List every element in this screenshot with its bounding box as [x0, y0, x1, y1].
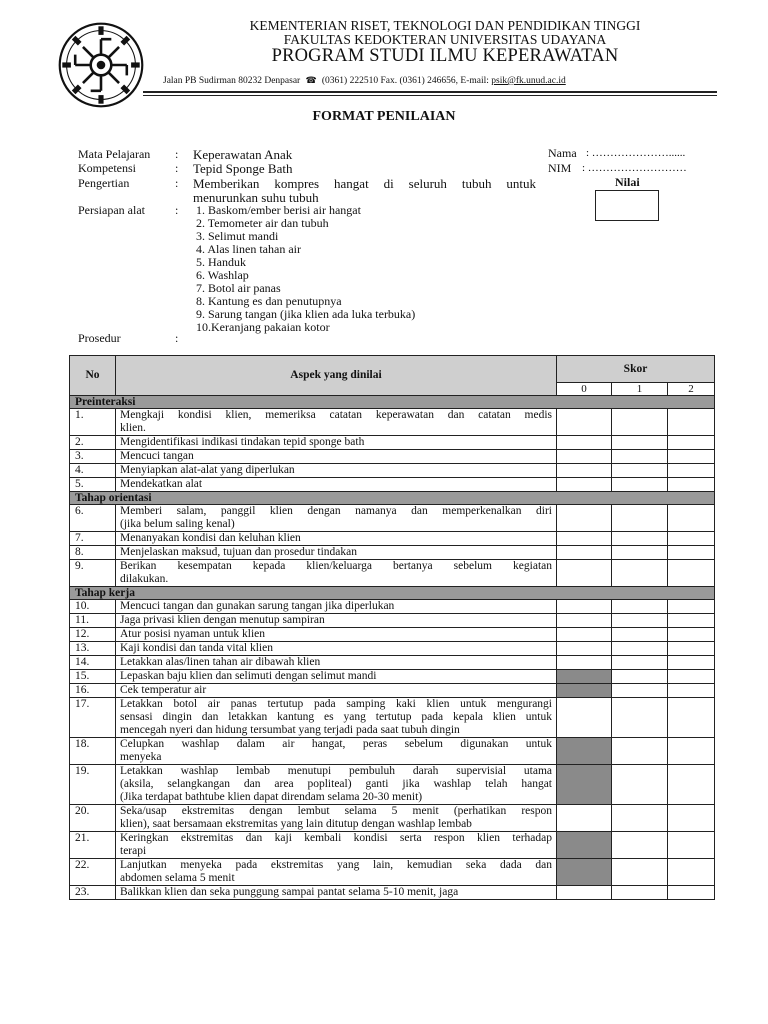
- aspect-line: (Jika terdapat bathtube klien dapat direndam selama 20-30 menit): [120, 791, 423, 803]
- pengertian-value-line1: Memberikan kompres hangat di seluruh tubuh untuk: [193, 176, 536, 191]
- row-aspect: [116, 478, 557, 492]
- skor-0-header: 0: [557, 383, 612, 396]
- section-row: [70, 396, 715, 409]
- score-cell-0[interactable]: [557, 409, 612, 436]
- score-cell-2[interactable]: [668, 832, 715, 859]
- score-cell-1[interactable]: [612, 859, 668, 886]
- aspect-line: Balikkan klien dan seka punggung sampai pantat selama 5-10 menit, jaga: [120, 886, 459, 898]
- score-cell-0: [557, 670, 612, 684]
- row-aspect: [116, 450, 557, 464]
- table-row: [70, 614, 715, 628]
- aspect-line: Mencuci tangan dan gunakan sarung tangan jika diperlukan: [120, 600, 395, 612]
- score-cell-2[interactable]: [668, 805, 715, 832]
- mata-pelajaran-label: Mata Pelajaran: [78, 147, 151, 161]
- aspect-line: Memberi salam, panggil klien dengan namanya dan memperkenalkan diri: [120, 505, 552, 517]
- row-aspect: [116, 560, 557, 587]
- faculty-name: FAKULTAS KEDOKTERAN UNIVERSITAS UDAYANA: [283, 32, 607, 47]
- email-label: E-mail:: [460, 76, 489, 86]
- table-row: [70, 642, 715, 656]
- score-cell-2[interactable]: [668, 478, 715, 492]
- list-item: 5. Handuk: [196, 255, 246, 269]
- score-cell-0[interactable]: [557, 546, 612, 560]
- kompetensi-value: Tepid Sponge Bath: [193, 161, 293, 176]
- row-aspect: [116, 628, 557, 642]
- aspect-line: Mengkaji kondisi klien, memeriksa catatan keperawatan dan catatan medis: [120, 409, 552, 421]
- aspect-line: Atur posisi nyaman untuk klien: [120, 628, 266, 640]
- score-cell-1[interactable]: [612, 642, 668, 656]
- table-row: [70, 656, 715, 670]
- table-header-row: [70, 356, 715, 383]
- table-row: [70, 738, 715, 765]
- header-divider-thin: [143, 95, 717, 96]
- aspect-line: (jika belum saling kenal): [120, 518, 235, 530]
- score-cell-1[interactable]: [612, 546, 668, 560]
- row-number: 4.: [70, 464, 116, 478]
- nama-label: Nama: [548, 146, 577, 160]
- row-aspect: [116, 832, 557, 859]
- aspect-line: Letakkan botol air panas tertutup pada samping kaki klien untuk mengurangi: [120, 698, 552, 710]
- row-aspect: [116, 698, 557, 738]
- aspect-line: menyeka: [120, 751, 162, 763]
- score-cell-0[interactable]: [557, 656, 612, 670]
- row-aspect: [116, 859, 557, 886]
- score-cell-1[interactable]: [612, 532, 668, 546]
- row-number: 14.: [70, 656, 116, 670]
- colon: :: [175, 147, 179, 161]
- row-aspect: [116, 505, 557, 532]
- score-cell-1[interactable]: [612, 765, 668, 805]
- row-number: 22.: [70, 859, 116, 886]
- row-number: 12.: [70, 628, 116, 642]
- score-cell-1[interactable]: [612, 656, 668, 670]
- aspect-line: Mendekatkan alat: [120, 478, 203, 490]
- row-number: 19.: [70, 765, 116, 805]
- equipment-list: [196, 204, 415, 334]
- row-number: 5.: [70, 478, 116, 492]
- score-cell-2[interactable]: [668, 684, 715, 698]
- row-number: 11.: [70, 614, 116, 628]
- prosedur-label: Prosedur: [78, 331, 121, 345]
- nilai-box[interactable]: [595, 190, 659, 221]
- score-cell-1[interactable]: [612, 409, 668, 436]
- table-row: [70, 600, 715, 614]
- score-cell-2[interactable]: [668, 560, 715, 587]
- colon: :: [175, 331, 179, 345]
- list-item: 10.Keranjang pakaian kotor: [196, 320, 330, 334]
- list-item: 3. Selimut mandi: [196, 229, 279, 243]
- row-aspect: [116, 684, 557, 698]
- aspect-line: Cek temperatur air: [120, 684, 207, 696]
- table-row: [70, 436, 715, 450]
- score-cell-0: [557, 738, 612, 765]
- aspect-line: klien), saat bersamaan ekstremitas yang lain ditutup dengan washlap lembab: [120, 818, 472, 830]
- persiapan-alat-label: Persiapan alat: [78, 203, 145, 217]
- row-number: 8.: [70, 546, 116, 560]
- table-row: [70, 832, 715, 859]
- table-row: [70, 805, 715, 832]
- aspect-line: Letakkan alas/linen tahan air dibawah klien: [120, 656, 321, 668]
- aspect-line: Seka/usap ekstremitas dengan lembut selama 5 menit (perhatikan respon: [120, 805, 552, 817]
- score-cell-0: [557, 832, 612, 859]
- row-aspect: [116, 805, 557, 832]
- table-row: [70, 464, 715, 478]
- assessment-table: [69, 355, 715, 900]
- table-row: [70, 546, 715, 560]
- row-aspect: [116, 656, 557, 670]
- aspect-line: sensasi dingin dan letakkan kantung es yang tertutup pada kepala klien untuk: [120, 711, 552, 723]
- score-cell-0[interactable]: [557, 614, 612, 628]
- score-cell-2[interactable]: [668, 409, 715, 436]
- table-row: [70, 505, 715, 532]
- score-cell-0[interactable]: [557, 505, 612, 532]
- score-cell-2[interactable]: [668, 505, 715, 532]
- score-cell-0[interactable]: [557, 560, 612, 587]
- score-cell-1[interactable]: [612, 614, 668, 628]
- score-cell-0[interactable]: [557, 436, 612, 450]
- aspect-line: terapi: [120, 845, 147, 857]
- score-cell-1[interactable]: [612, 560, 668, 587]
- pengertian-value-line2: menurunkan suhu tubuh: [193, 190, 319, 205]
- row-aspect: [116, 464, 557, 478]
- aspect-line: Mencuci tangan: [120, 450, 194, 462]
- pengertian-label: Pengertian: [78, 176, 130, 190]
- phone-text: (0361) 222510 Fax. (0361) 246656,: [321, 76, 459, 86]
- section-row: [70, 587, 715, 600]
- section-title: Tahap orientasi: [70, 492, 715, 505]
- row-number: 7.: [70, 532, 116, 546]
- score-cell-2[interactable]: [668, 464, 715, 478]
- row-number: 1.: [70, 409, 116, 436]
- score-cell-0[interactable]: [557, 532, 612, 546]
- score-cell-0[interactable]: [557, 600, 612, 614]
- row-aspect: [116, 532, 557, 546]
- aspect-line: Berikan kesempatan kepada klien/keluarga bertanya sebelum kegiatan: [120, 560, 552, 572]
- score-cell-0[interactable]: [557, 478, 612, 492]
- score-cell-2[interactable]: [668, 614, 715, 628]
- score-cell-2[interactable]: [668, 628, 715, 642]
- score-cell-0[interactable]: [557, 698, 612, 738]
- table-row: [70, 698, 715, 738]
- list-item: 1. Baskom/ember berisi air hangat: [196, 203, 361, 217]
- score-cell-2[interactable]: [668, 436, 715, 450]
- program-name: PROGRAM STUDI ILMU KEPERAWATAN: [271, 46, 619, 66]
- colon: :: [175, 161, 179, 175]
- aspect-line: Kaji kondisi dan tanda vital klien: [120, 642, 273, 654]
- skor-1-header: 1: [612, 383, 668, 396]
- row-aspect: [116, 600, 557, 614]
- row-aspect: [116, 546, 557, 560]
- table-row: [70, 409, 715, 436]
- table-row: [70, 859, 715, 886]
- aspect-line: Mengidentifikasi indikasi tindakan tepid sponge bath: [120, 436, 365, 448]
- nilai-label: Nilai: [615, 175, 640, 189]
- nim-field[interactable]: : ………………………: [582, 162, 687, 174]
- row-number: 13.: [70, 642, 116, 656]
- score-cell-0[interactable]: [557, 628, 612, 642]
- score-cell-2[interactable]: [668, 546, 715, 560]
- phone-icon: ☎: [302, 76, 320, 86]
- score-cell-2[interactable]: [668, 765, 715, 805]
- score-cell-0: [557, 859, 612, 886]
- row-number: 17.: [70, 698, 116, 738]
- row-number: 3.: [70, 450, 116, 464]
- aspect-line: Lanjutkan menyeka pada ekstremitas yang lain, kemudian seka dada dan: [120, 859, 552, 871]
- list-item: 7. Botol air panas: [196, 281, 281, 295]
- score-cell-1[interactable]: [612, 805, 668, 832]
- row-aspect: [116, 409, 557, 436]
- list-item: 4. Alas linen tahan air: [196, 242, 301, 256]
- row-number: 16.: [70, 684, 116, 698]
- list-item: 8. Kantung es dan penutupnya: [196, 294, 342, 308]
- table-row: [70, 684, 715, 698]
- aspect-line: dilakukan.: [120, 573, 169, 585]
- university-logo-icon: [58, 22, 144, 108]
- table-row: [70, 560, 715, 587]
- score-cell-1[interactable]: [612, 450, 668, 464]
- aspect-line: Menyiapkan alat-alat yang diperlukan: [120, 464, 295, 476]
- score-cell-1[interactable]: [612, 670, 668, 684]
- score-cell-2[interactable]: [668, 859, 715, 886]
- aspect-line: Menjelaskan maksud, tujuan dan prosedur tindakan: [120, 546, 357, 558]
- aspect-line: Lepaskan baju klien dan selimuti dengan selimut mandi: [120, 670, 377, 682]
- nim-label: NIM: [548, 161, 572, 175]
- table-row: [70, 478, 715, 492]
- table-row: [70, 670, 715, 684]
- kompetensi-label: Kompetensi: [78, 161, 136, 175]
- section-row: [70, 492, 715, 505]
- row-aspect: [116, 886, 557, 900]
- score-cell-0[interactable]: [557, 886, 612, 900]
- col-aspek-header: Aspek yang dinilai: [116, 356, 557, 396]
- score-cell-2[interactable]: [668, 738, 715, 765]
- score-cell-2[interactable]: [668, 698, 715, 738]
- row-aspect: [116, 670, 557, 684]
- mata-pelajaran-value: Keperawatan Anak: [193, 147, 293, 162]
- score-cell-1[interactable]: [612, 698, 668, 738]
- score-cell-0: [557, 684, 612, 698]
- score-cell-2[interactable]: [668, 656, 715, 670]
- page-title: FORMAT PENILAIAN: [312, 109, 456, 124]
- score-cell-1[interactable]: [612, 436, 668, 450]
- table-row: [70, 886, 715, 900]
- score-cell-1[interactable]: [612, 886, 668, 900]
- address-line: [163, 76, 566, 86]
- score-cell-0[interactable]: [557, 642, 612, 656]
- score-cell-1[interactable]: [612, 832, 668, 859]
- row-aspect: [116, 436, 557, 450]
- aspect-line: Menanyakan kondisi dan keluhan klien: [120, 532, 301, 544]
- aspect-line: Keringkan ekstremitas dan kaji kembali kondisi serta respon klien terhadap: [120, 832, 552, 844]
- score-cell-1[interactable]: [612, 684, 668, 698]
- email-link[interactable]: psik@fk.unud.ac.id: [491, 76, 566, 86]
- col-no-header: No: [70, 356, 116, 396]
- list-item: 9. Sarung tangan (jika klien ada luka terbuka): [196, 307, 416, 321]
- row-aspect: [116, 765, 557, 805]
- row-number: 9.: [70, 560, 116, 587]
- score-cell-1[interactable]: [612, 478, 668, 492]
- table-row: [70, 532, 715, 546]
- score-cell-2[interactable]: [668, 532, 715, 546]
- score-cell-2[interactable]: [668, 450, 715, 464]
- aspect-line: klien.: [120, 422, 146, 434]
- section-title: Preinteraksi: [70, 396, 715, 409]
- row-aspect: [116, 614, 557, 628]
- colon: :: [175, 176, 179, 190]
- score-cell-0[interactable]: [557, 464, 612, 478]
- aspect-line: Letakkan washlap lembab menutupi pembuluh darah supervisial utama: [120, 765, 552, 777]
- score-cell-2[interactable]: [668, 642, 715, 656]
- row-number: 20.: [70, 805, 116, 832]
- row-number: 18.: [70, 738, 116, 765]
- score-cell-1[interactable]: [612, 628, 668, 642]
- score-cell-2[interactable]: [668, 600, 715, 614]
- row-number: 10.: [70, 600, 116, 614]
- aspect-line: mencegah nyeri dan hidung tersumbat yang terjadi pada saat tubuh dingin: [120, 724, 460, 736]
- row-number: 2.: [70, 436, 116, 450]
- address-text: Jalan PB Sudirman 80232 Denpasar: [163, 76, 301, 86]
- score-cell-1[interactable]: [612, 738, 668, 765]
- score-cell-2[interactable]: [668, 670, 715, 684]
- score-cell-0: [557, 765, 612, 805]
- aspect-line: Jaga privasi klien dengan menutup sampiran: [120, 614, 325, 626]
- row-number: 23.: [70, 886, 116, 900]
- row-aspect: [116, 642, 557, 656]
- score-cell-2[interactable]: [668, 886, 715, 900]
- aspect-line: Celupkan washlap dalam air hangat, peras sebelum digunakan untuk: [120, 738, 552, 750]
- nama-field[interactable]: : …………………......: [586, 147, 686, 159]
- list-item: 6. Washlap: [196, 268, 249, 282]
- row-aspect: [116, 738, 557, 765]
- aspect-line: (aksila, selangkangan dan area popliteal) ganti jika washlap telah hangat: [120, 778, 552, 790]
- header-divider: [143, 91, 717, 93]
- table-row: [70, 765, 715, 805]
- col-skor-header: Skor: [557, 356, 715, 383]
- score-cell-1[interactable]: [612, 505, 668, 532]
- table-row: [70, 450, 715, 464]
- row-number: 21.: [70, 832, 116, 859]
- score-cell-0[interactable]: [557, 805, 612, 832]
- skor-2-header: 2: [668, 383, 715, 396]
- aspect-line: abdomen selama 5 menit: [120, 872, 235, 884]
- score-cell-1[interactable]: [612, 600, 668, 614]
- section-title: Tahap kerja: [70, 587, 715, 600]
- colon: :: [175, 203, 179, 217]
- ministry-name: KEMENTERIAN RISET, TEKNOLOGI DAN PENDIDIKAN TINGGI: [249, 18, 641, 33]
- list-item: 2. Temometer air dan tubuh: [196, 216, 329, 230]
- score-cell-1[interactable]: [612, 464, 668, 478]
- row-number: 6.: [70, 505, 116, 532]
- score-cell-0[interactable]: [557, 450, 612, 464]
- table-row: [70, 628, 715, 642]
- row-number: 15.: [70, 670, 116, 684]
